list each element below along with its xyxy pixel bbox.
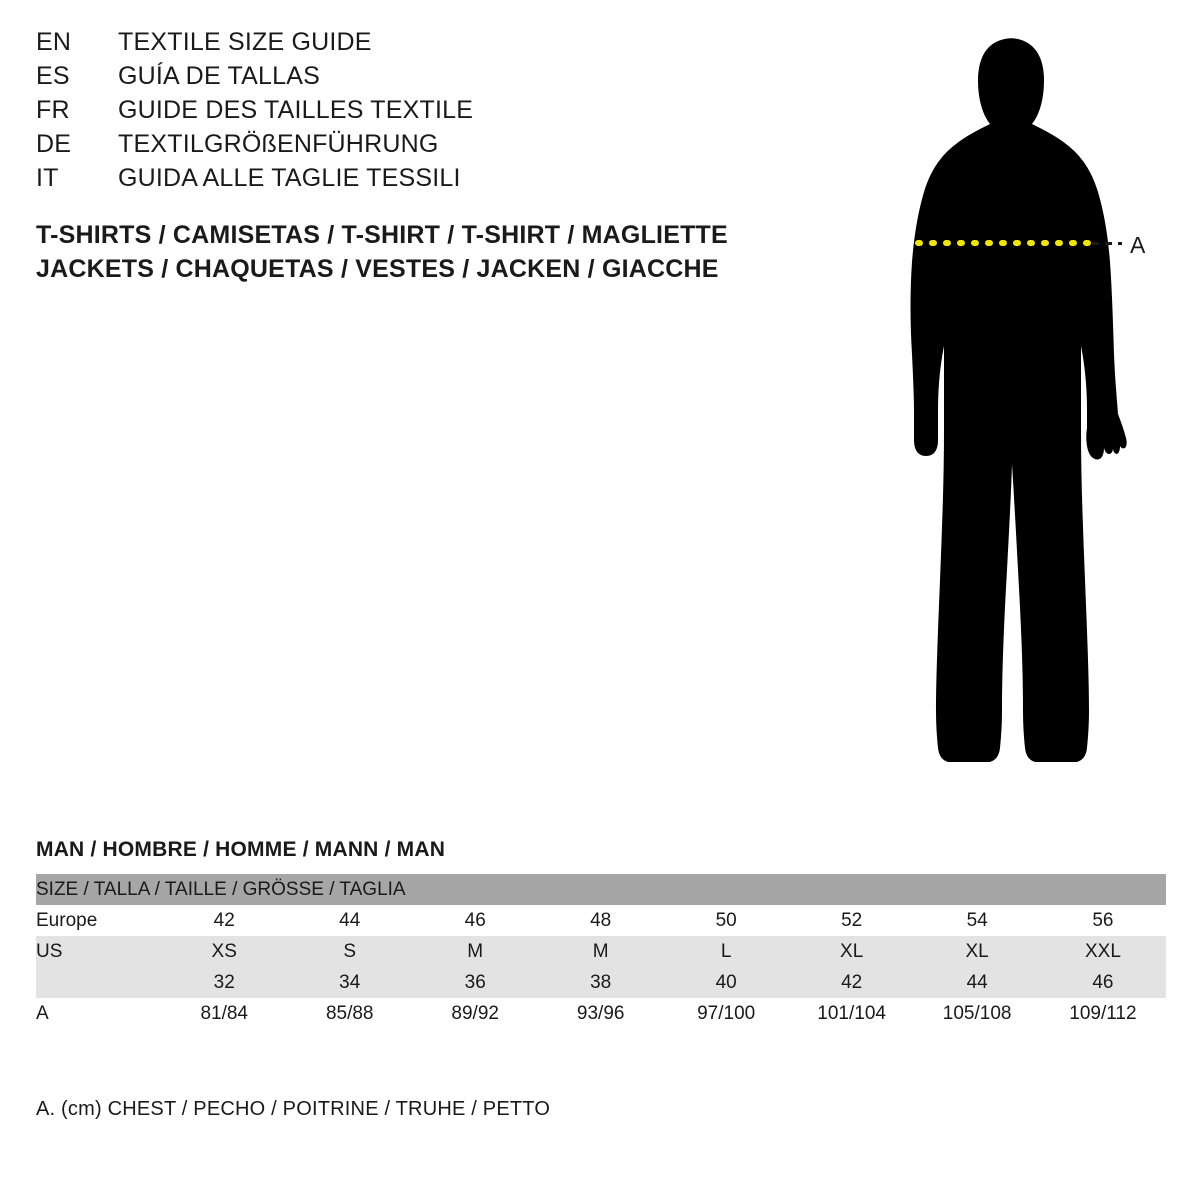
cell: 46 (412, 905, 537, 936)
footnote: A. (cm) CHEST / PECHO / POITRINE / TRUHE / PETTO (36, 1098, 551, 1120)
category-jackets: JACKETS / CHAQUETAS / VESTES / JACKEN / GIACCHE (36, 255, 719, 283)
language-row-en (36, 28, 756, 62)
cell: 42 (789, 967, 914, 998)
cell: 56 (1040, 905, 1166, 936)
table-header-label: SIZE / TALLA / TAILLE / GRÖSSE / TAGLIA (36, 874, 1166, 905)
cell: 109/112 (1040, 998, 1166, 1029)
cell: 81/84 (161, 998, 286, 1029)
cell: 46 (1040, 967, 1166, 998)
table-row (36, 998, 1166, 1029)
measure-label-a: A (1130, 232, 1146, 258)
cell: M (412, 936, 537, 967)
cell: M (538, 936, 663, 967)
table-row (36, 936, 1166, 967)
table-row (36, 905, 1166, 936)
row-label: US (36, 936, 161, 967)
cell: 54 (914, 905, 1039, 936)
cell: S (287, 936, 412, 967)
language-row-es (36, 62, 756, 96)
language-code: DE (36, 130, 72, 158)
language-title: GUIDA ALLE TAGLIE TESSILI (118, 164, 461, 192)
language-title: GUÍA DE TALLAS (118, 62, 320, 90)
language-row-it (36, 164, 756, 198)
cell: 32 (161, 967, 286, 998)
language-title: TEXTILE SIZE GUIDE (118, 28, 372, 56)
cell: 97/100 (663, 998, 788, 1029)
cell: 34 (287, 967, 412, 998)
cell: 36 (412, 967, 537, 998)
table-header-row (36, 874, 1166, 905)
cell: 42 (161, 905, 286, 936)
size-table-section (36, 838, 1166, 1029)
cell: XXL (1040, 936, 1166, 967)
gender-title: MAN / HOMBRE / HOMME / MANN / MAN (36, 838, 446, 861)
cell: 93/96 (538, 998, 663, 1029)
cell: XL (914, 936, 1039, 967)
language-code: IT (36, 164, 59, 192)
cell: 44 (914, 967, 1039, 998)
table-row (36, 967, 1166, 998)
language-code: EN (36, 28, 72, 56)
language-row-fr (36, 96, 756, 130)
cell: 48 (538, 905, 663, 936)
cell: 50 (663, 905, 788, 936)
cell: L (663, 936, 788, 967)
cell: 89/92 (412, 998, 537, 1029)
row-label: Europe (36, 905, 161, 936)
cell: 52 (789, 905, 914, 936)
cell: 101/104 (789, 998, 914, 1029)
row-label (36, 967, 161, 998)
cell: 85/88 (287, 998, 412, 1029)
body-figure (800, 10, 1200, 800)
cell: 105/108 (914, 998, 1039, 1029)
cell: XS (161, 936, 286, 967)
cell: 38 (538, 967, 663, 998)
measure-leader-line (1092, 242, 1122, 245)
language-row-de (36, 130, 756, 164)
chest-measure-line (800, 10, 1200, 800)
cell: 44 (287, 905, 412, 936)
category-tshirts: T-SHIRTS / CAMISETAS / T-SHIRT / T-SHIRT / MAGLIETTE (36, 221, 728, 249)
cell: 40 (663, 967, 788, 998)
language-code: ES (36, 62, 70, 90)
size-table (36, 874, 1166, 1029)
category-list (36, 218, 796, 286)
row-label: A (36, 998, 161, 1029)
language-title: GUIDE DES TAILLES TEXTILE (118, 96, 474, 124)
language-title: TEXTILGRÖßENFÜHRUNG (118, 130, 439, 158)
cell: XL (789, 936, 914, 967)
language-list (36, 28, 756, 198)
language-code: FR (36, 96, 70, 124)
